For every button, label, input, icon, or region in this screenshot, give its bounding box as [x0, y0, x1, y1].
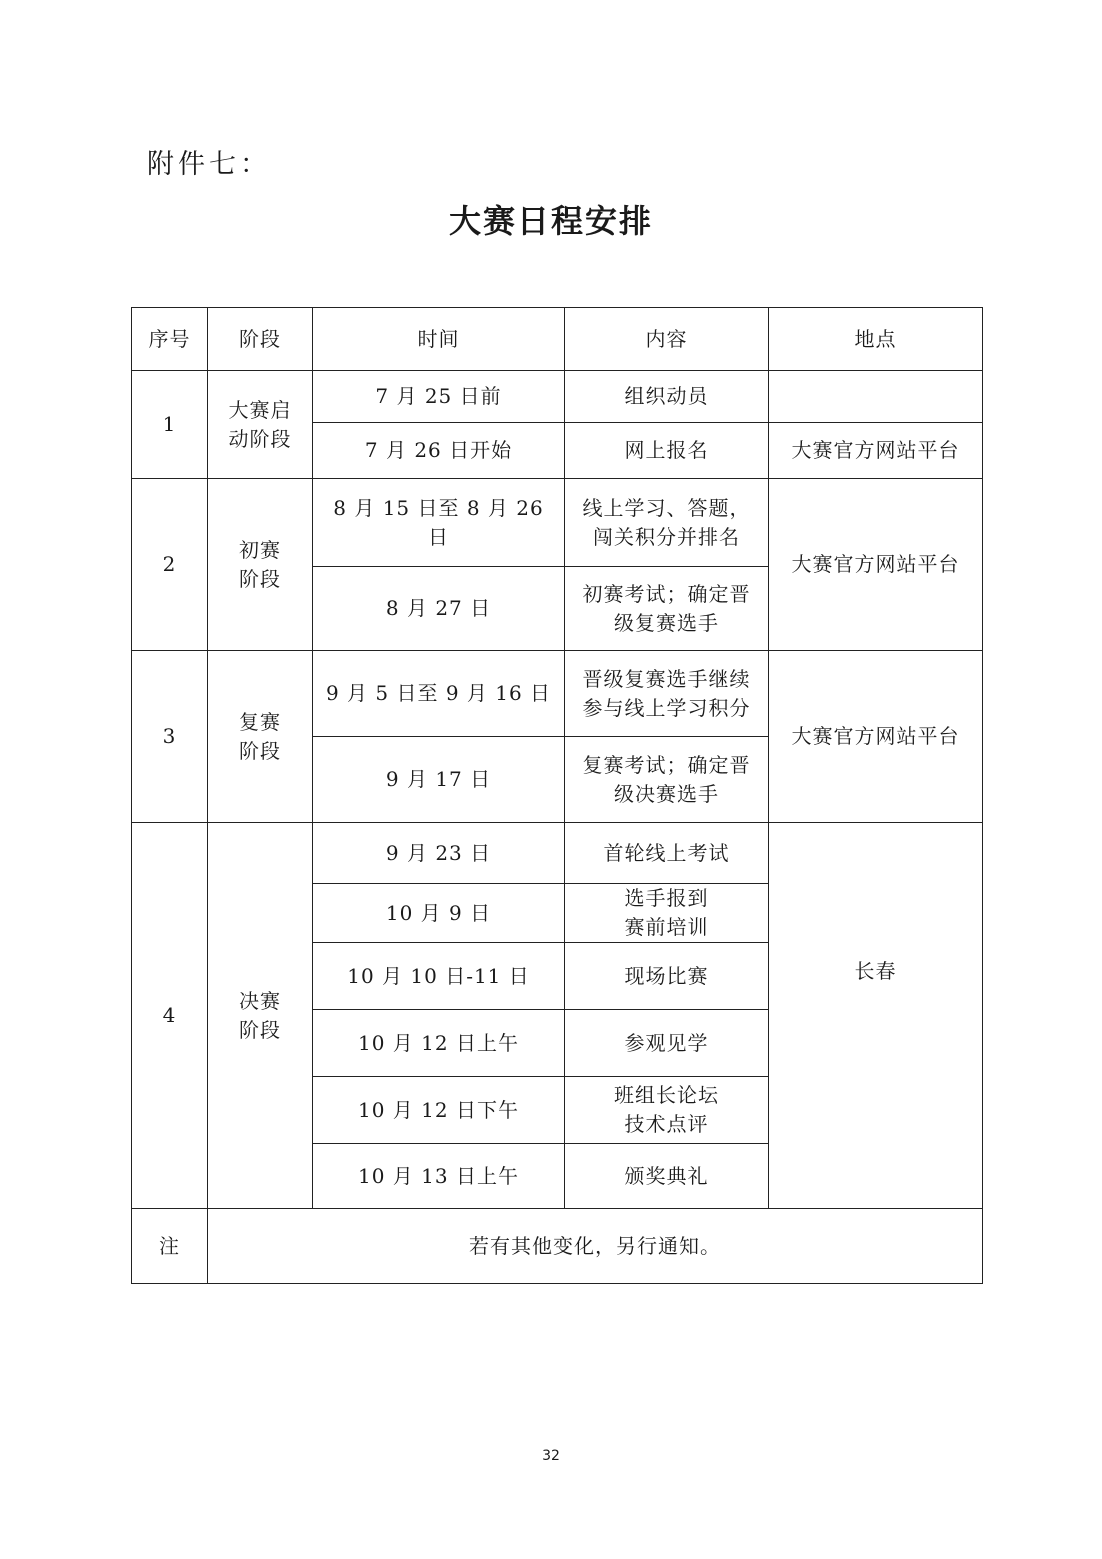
row-seq: 1: [132, 371, 208, 479]
row-time: 9 月 23 日: [313, 823, 565, 884]
note-row: [132, 1209, 983, 1284]
row-time: 10 月 12 日上午: [313, 1010, 565, 1077]
row-stage: 决赛 阶段: [208, 823, 313, 1209]
row-content: 首轮线上考试: [565, 823, 769, 884]
row-time: 10 月 10 日-11 日: [313, 943, 565, 1010]
row-content: 颁奖典礼: [565, 1144, 769, 1209]
row-content: 复赛考试；确定晋 级决赛选手: [565, 737, 769, 823]
row-location: 长春: [769, 823, 983, 1209]
row-time: 7 月 26 日开始: [313, 423, 565, 479]
row-stage: 复赛 阶段: [208, 651, 313, 823]
row-time: 9 月 17 日: [313, 737, 565, 823]
row-content: 网上报名: [565, 423, 769, 479]
row-time: 8 月 15 日至 8 月 26 日: [313, 479, 565, 567]
row-location: 大赛官方网站平台: [769, 479, 983, 651]
row-time: 7 月 25 日前: [313, 371, 565, 423]
table-row: [132, 823, 983, 884]
row-stage: 初赛 阶段: [208, 479, 313, 651]
row-content: 参观见学: [565, 1010, 769, 1077]
table-row: [132, 651, 983, 737]
row-location-empty: [769, 371, 983, 423]
row-time: 9 月 5 日至 9 月 16 日: [313, 651, 565, 737]
annex-label: 附件七：: [147, 149, 271, 180]
note-label: 注: [132, 1209, 208, 1284]
row-location: 大赛官方网站平台: [769, 651, 983, 823]
header-seq: 序号: [132, 308, 208, 371]
row-content: 班组长论坛 技术点评: [565, 1077, 769, 1144]
row-content: 线上学习、答题， 闯关积分并排名: [565, 479, 769, 567]
header-time: 时间: [313, 308, 565, 371]
row-time: 8 月 27 日: [313, 567, 565, 651]
header-stage: 阶段: [208, 308, 313, 371]
row-seq: 2: [132, 479, 208, 651]
row-content: 晋级复赛选手继续 参与线上学习积分: [565, 651, 769, 737]
row-seq: 3: [132, 651, 208, 823]
page-number: 32: [542, 1448, 560, 1464]
schedule-table: [131, 307, 983, 1284]
row-content: 初赛考试；确定晋 级复赛选手: [565, 567, 769, 651]
note-text: 若有其他变化，另行通知。: [208, 1209, 983, 1284]
table-row: [132, 371, 983, 423]
row-seq: 4: [132, 823, 208, 1209]
row-time: 10 月 9 日: [313, 884, 565, 943]
row-stage: 大赛启 动阶段: [208, 371, 313, 479]
document-title: 大赛日程安排: [448, 202, 653, 240]
row-content: 组织动员: [565, 371, 769, 423]
row-content: 现场比赛: [565, 943, 769, 1010]
row-time: 10 月 13 日上午: [313, 1144, 565, 1209]
header-location: 地点: [769, 308, 983, 371]
header-content: 内容: [565, 308, 769, 371]
row-content: 选手报到 赛前培训: [565, 884, 769, 943]
row-location: 大赛官方网站平台: [769, 423, 983, 479]
row-time: 10 月 12 日下午: [313, 1077, 565, 1144]
table-row: [132, 479, 983, 567]
header-row: [132, 308, 983, 371]
